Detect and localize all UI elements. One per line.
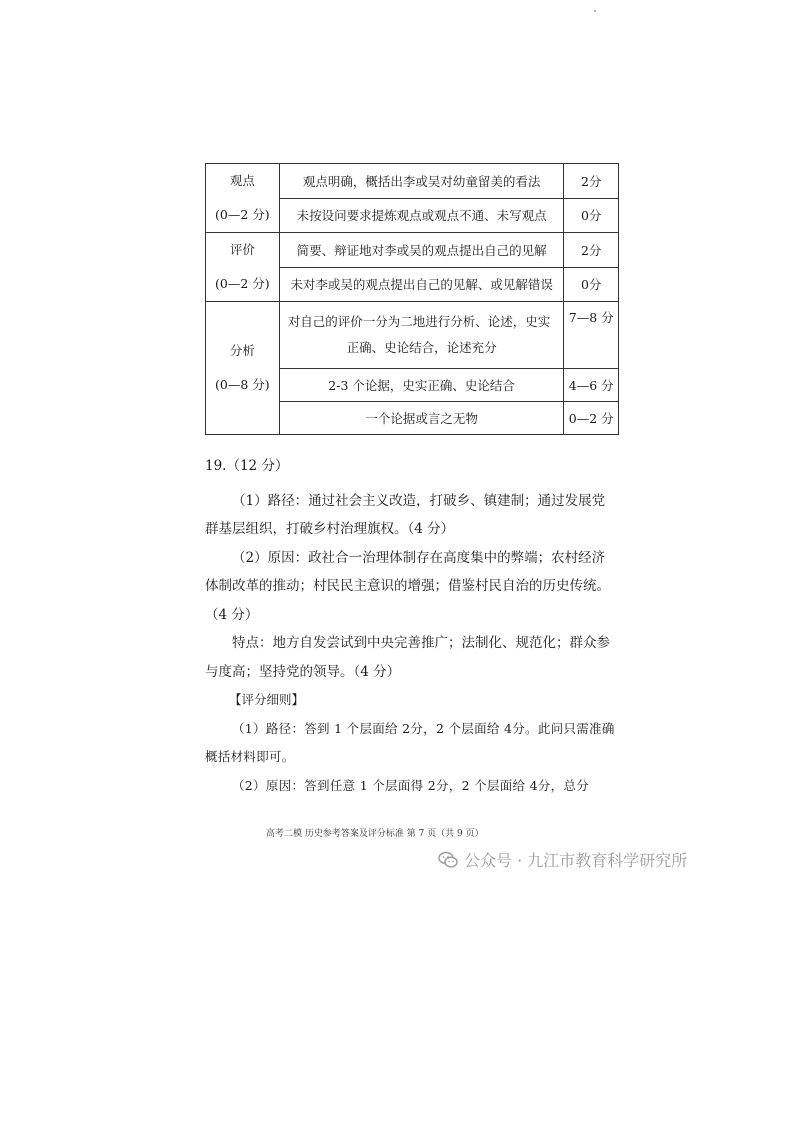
scoring-rule: （1）路径：答到 1 个层面给 2分，2 个层面给 4分。此问只需准确概括材料即可。 [205, 720, 615, 764]
watermark [438, 848, 687, 871]
category-cell [206, 233, 280, 302]
scoring-rubric-table [205, 163, 619, 435]
criterion-line: 正确、史论结合，论述充分 [346, 340, 497, 355]
page-footer: 高考二模 历史参考答案及评分标准 第 7 页（共 9 页） [266, 829, 484, 839]
scoring-rules-title: 【评分细则】 [229, 692, 305, 707]
answer-paragraph: （2）原因：政社合一治理体制存在高度集中的弊端；农村经济体制改革的推动；村民民主意识的增强；借鉴村民自治的历史传统。（4 分） [205, 549, 610, 623]
criterion-score: 0分 [564, 267, 619, 302]
criterion-line: 对自己的评价一分为二地进行分析、论述，史实 [287, 314, 551, 329]
category-range: (0—2 分) [215, 207, 270, 222]
criterion-text: 2-3 个论据，史实正确、史论结合 [279, 369, 564, 402]
category-range: (0—8 分) [215, 377, 270, 392]
criterion-text: 简要、辩证地对李或吴的观点提出自己的见解 [279, 233, 564, 268]
answer-paragraph: 特点：地方自发尝试到中央完善推广；法制化、规范化；群众参与度高；坚持党的领导。（4 分） [205, 635, 610, 680]
criterion-score: 4—6 分 [564, 369, 619, 402]
watermark-text: 公众号 · 九江市教育科学研究所 [464, 851, 688, 870]
category-range: (0—2 分) [215, 276, 270, 291]
category-label: 观点 [229, 173, 255, 188]
question-header: 19.（12 分） [205, 458, 289, 474]
answer-paragraph: （1）路径：通过社会主义改造，打破乡、镇建制；通过发展党群基层组织，打破乡村治理旗权。（4 分） [205, 492, 606, 537]
criterion-score: 2分 [564, 233, 619, 268]
criterion-text: 观点明确，概括出李或吴对幼童留美的看法 [279, 164, 564, 199]
wechat-icon [438, 851, 458, 869]
criterion-text: 未对李或吴的观点提出自己的见解、或见解错误 [279, 267, 564, 302]
criterion-text [279, 302, 564, 369]
criterion-score: 0—2 分 [564, 402, 619, 435]
table-row [206, 164, 619, 199]
category-cell [206, 302, 280, 435]
scan-speck [594, 10, 596, 12]
criterion-score: 2分 [564, 164, 619, 199]
category-label: 分析 [229, 343, 255, 358]
table-row [206, 233, 619, 268]
criterion-text: 一个论据或言之无物 [279, 402, 564, 435]
category-cell [206, 164, 280, 233]
scoring-rule: （2）原因：答到任意 1 个层面得 2分，2 个层面给 4分，总分 [232, 777, 590, 793]
criterion-score: 0分 [564, 198, 619, 233]
question-19-answer [205, 452, 615, 800]
table-row [206, 302, 619, 369]
category-label: 评价 [229, 242, 255, 257]
criterion-score: 7—8 分 [564, 302, 619, 369]
criterion-text: 未按设问要求提炼观点或观点不通、未写观点 [279, 198, 564, 233]
